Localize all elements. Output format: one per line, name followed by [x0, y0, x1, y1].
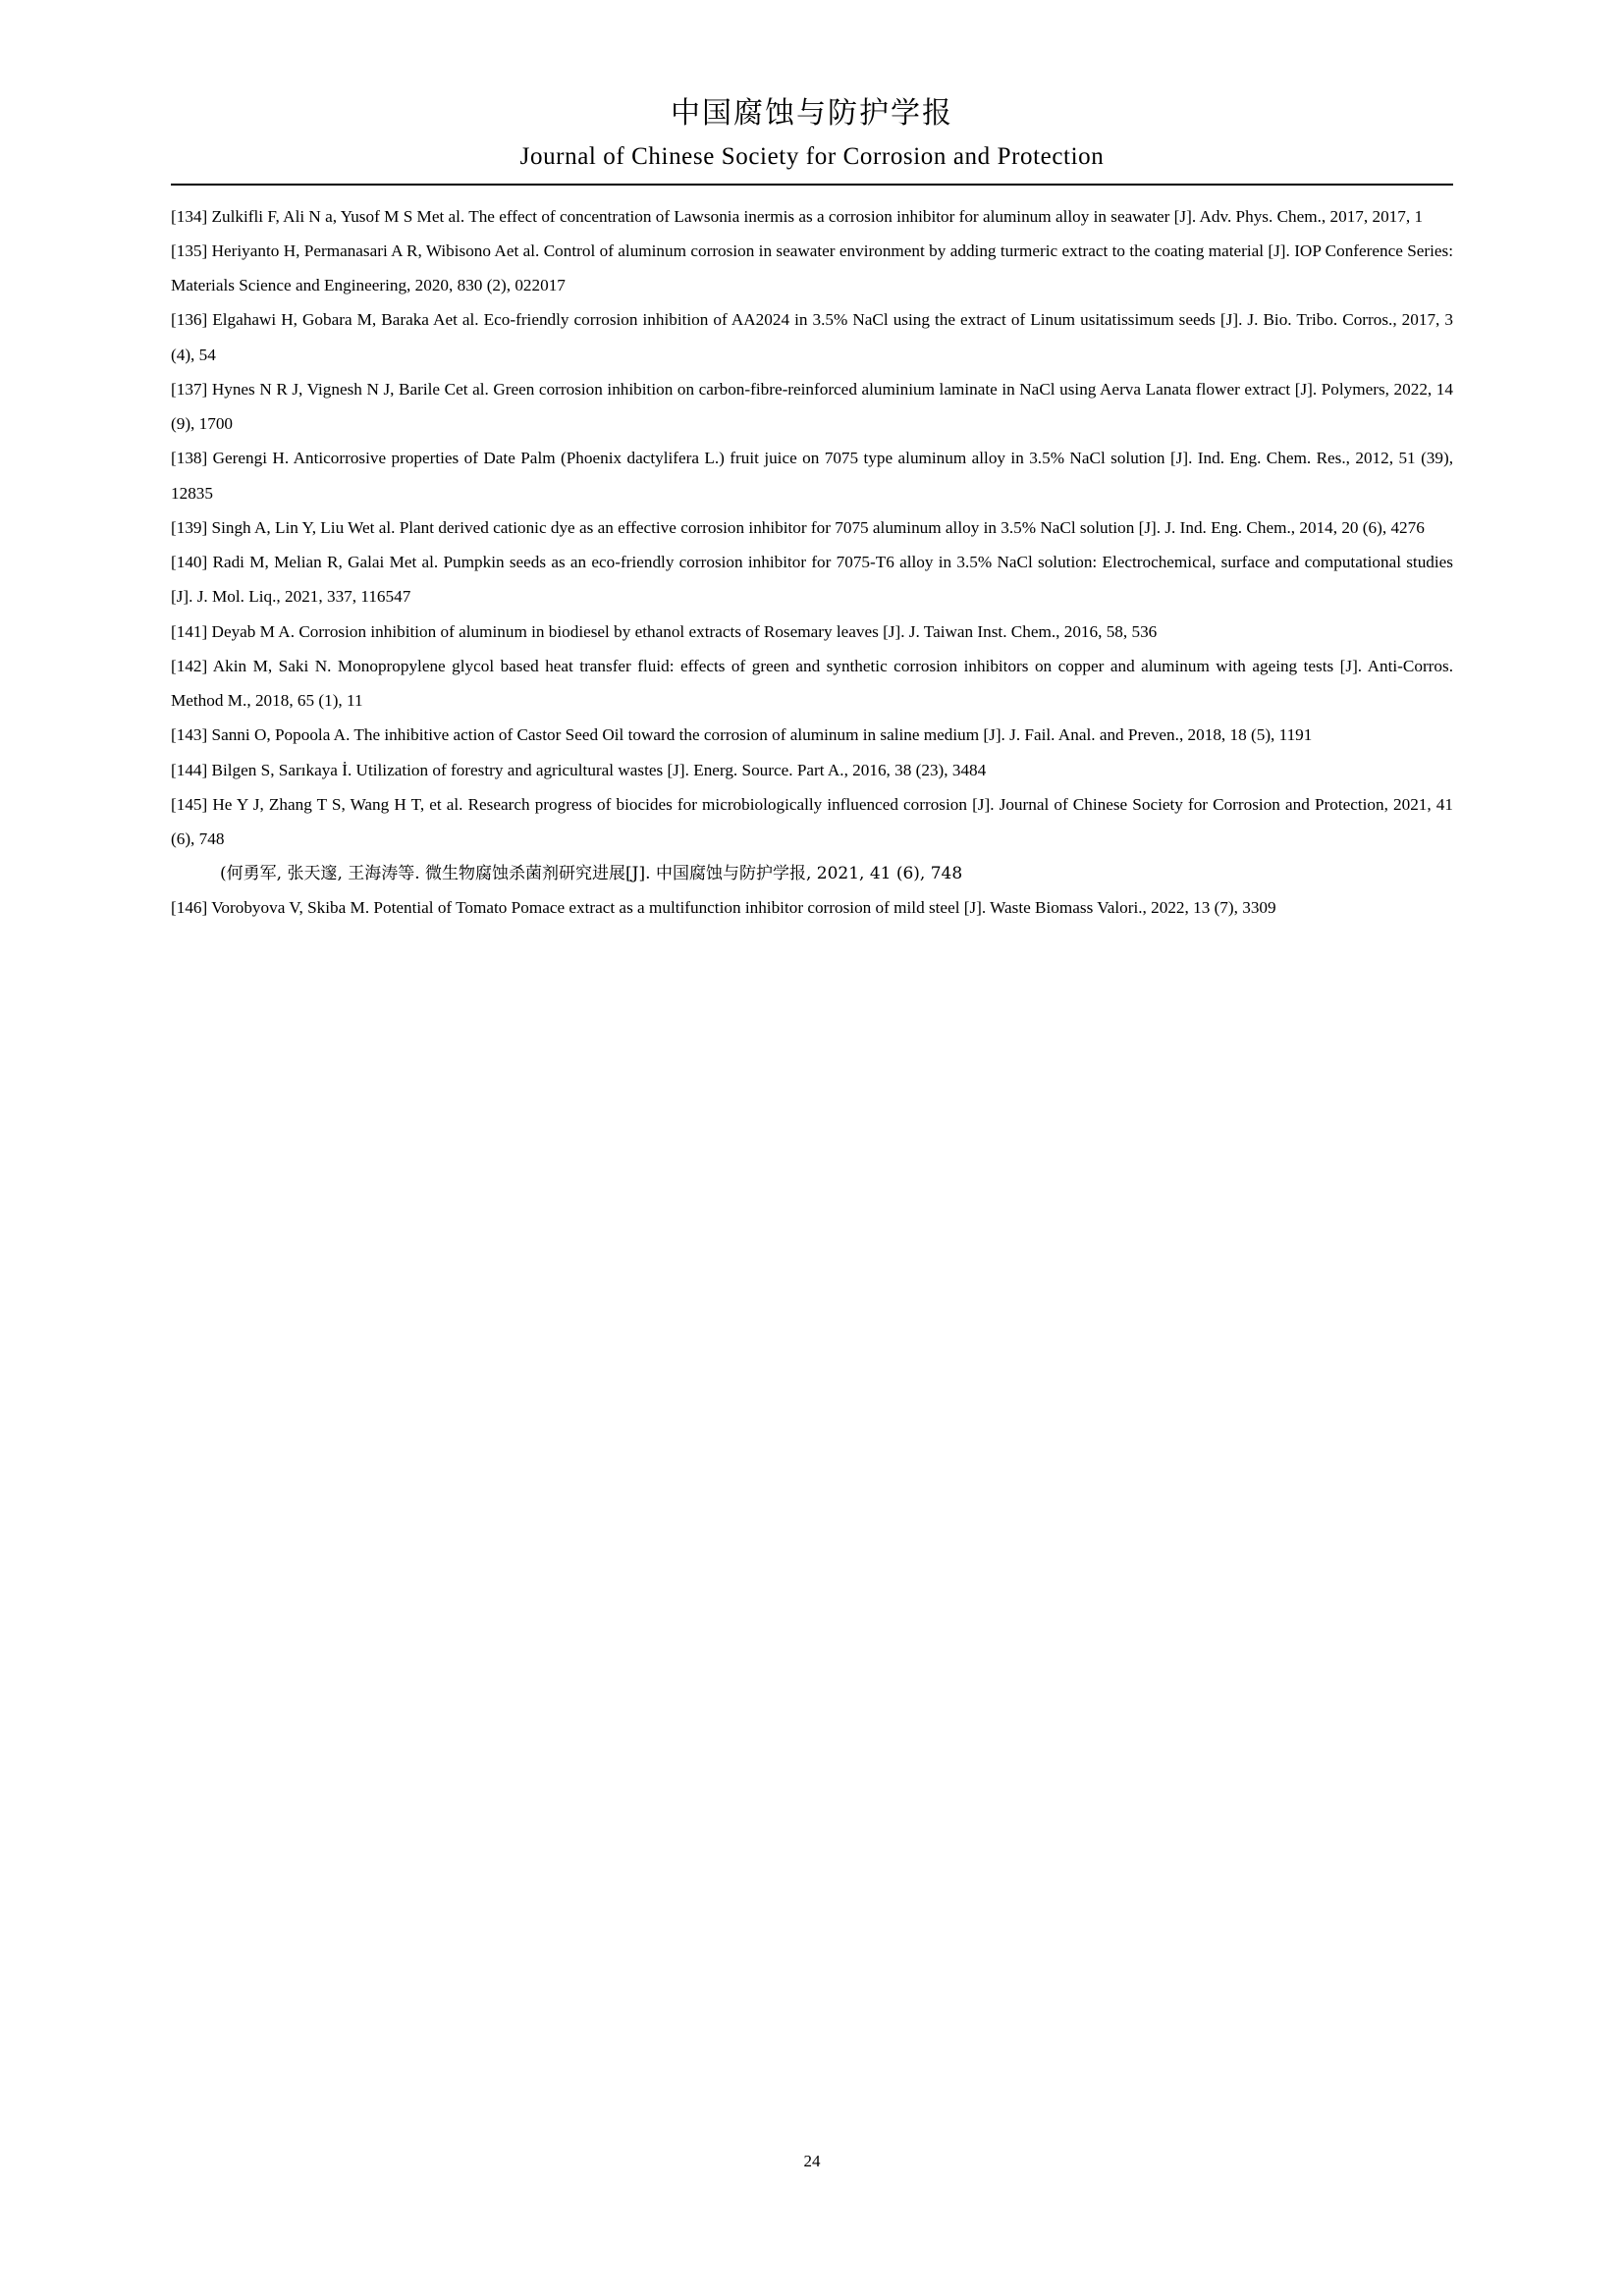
reference-item: [146] Vorobyova V, Skiba M. Potential of Tomato Pomace extract as a multifunction inhibitor corrosion of mild steel [J]. Waste Biomass Valori., 2022, 13 (7), 3309 — [171, 898, 1276, 918]
reference-item: [134] Zulkifli F, Ali N a, Yusof M S Met al. The effect of concentration of Lawsonia inermis as a corrosion inhibitor for aluminum alloy in seawater [J]. Adv. Phys. Chem., 2017, 2017, 1 — [171, 206, 1424, 226]
reference-item: [135] Heriyanto H, Permanasari A R, Wibisono Aet al. Control of aluminum corrosion in seawater environment by adding turmeric extract to the coating material [J]. IOP Conference Series: Materials Science and Engineering, 2020, 830 (2), 022017 — [171, 240, 1453, 295]
reference-item: [138] Gerengi H. Anticorrosive properties of Date Palm (Phoenix dactylifera L.) fruit juice on 7075 type aluminum alloy in 3.5% NaCl solution [J]. Ind. Eng. Chem. Res., 2012, 51 (39), 12835 — [171, 449, 1453, 503]
reference-item: [137] Hynes N R J, Vignesh N J, Barile Cet al. Green corrosion inhibition on carbon-fibre-reinforced aluminium laminate in NaCl using Aerva Lanata flower extract [J]. Polymers, 2022, 14 (9), 1700 — [171, 379, 1453, 434]
reference-item: [144] Bilgen S, Sarıkaya İ. Utilization of forestry and agricultural wastes [J]. Energ. Source. Part A., 2016, 38 (23), 3484 — [171, 760, 987, 779]
page-number: 24 — [803, 2152, 821, 2170]
journal-title-chinese: 中国腐蚀与防护学报 — [671, 96, 953, 131]
reference-item: [145] He Y J, Zhang T S, Wang H T, et al. Research progress of biocides for microbiologically influenced corrosion [J]. Journal of Chinese Society for Corrosion and Protection, 2021, 41 (6), 748 — [171, 795, 1453, 849]
reference-item: [141] Deyab M A. Corrosion inhibition of aluminum in biodiesel by ethanol extracts of Rosemary leaves [J]. J. Taiwan Inst. Chem., 2016, 58, 536 — [171, 621, 1158, 641]
reference-item: [139] Singh A, Lin Y, Liu Wet al. Plant derived cationic dye as an effective corrosion inhibitor for 7075 aluminum alloy in 3.5% NaCl solution [J]. J. Ind. Eng. Chem., 2014, 20 (6), 4276 — [171, 517, 1425, 537]
reference-item: [143] Sanni O, Popoola A. The inhibitive action of Castor Seed Oil toward the corrosion of aluminum in saline medium [J]. J. Fail. Anal. and Preven., 2018, 18 (5), 1191 — [171, 725, 1313, 745]
reference-list — [171, 186, 1453, 926]
reference-item: [140] Radi M, Melian R, Galai Met al. Pumpkin seeds as an eco-friendly corrosion inhibitor for 7075-T6 alloy in 3.5% NaCl solution: Electrochemical, surface and computational studies [J]. J. Mol. Liq., 2021, 337, 116547 — [171, 553, 1453, 607]
reference-item-chinese: (何勇军, 张天邃, 王海涛等. 微生物腐蚀杀菌剂研究进展[J]. 中国腐蚀与防护学报, 2021, 41 (6), 748 — [220, 863, 963, 883]
journal-title-english: Journal of Chinese Society for Corrosion and Protection — [519, 143, 1105, 170]
reference-item: [136] Elgahawi H, Gobara M, Baraka Aet al. Eco-friendly corrosion inhibition of AA2024 in 3.5% NaCl using the extract of Linum usitatissimum seeds [J]. J. Bio. Tribo. Corros., 2017, 3 (4), 54 — [171, 310, 1453, 364]
reference-item: [142] Akin M, Saki N. Monopropylene glycol based heat transfer fluid: effects of green and synthetic corrosion inhibitors on copper and aluminum with ageing tests [J]. Anti-Corros. Method M., 2018, 65 (1), 11 — [171, 656, 1453, 711]
page-header — [0, 0, 1624, 186]
